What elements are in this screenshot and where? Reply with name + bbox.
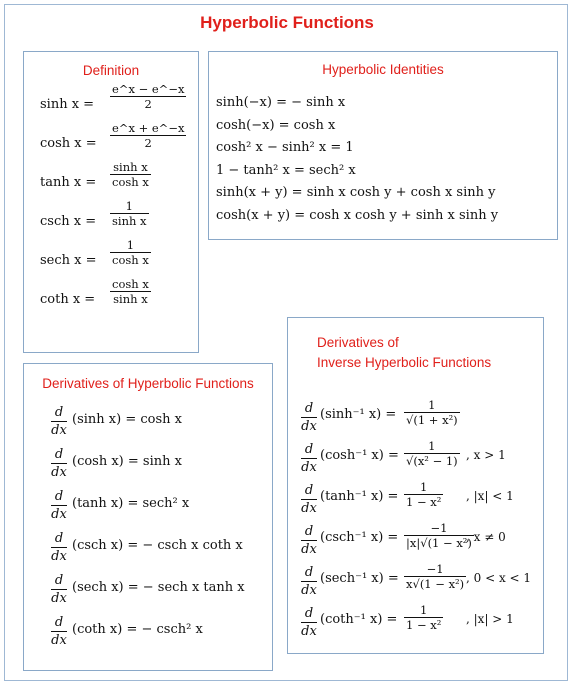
derivative-operator (51, 614, 67, 649)
definition-lhs: sinh x = (40, 97, 95, 112)
definition-fraction-numerator: 1 (126, 238, 135, 252)
definition-lhs: sech x = (40, 253, 97, 268)
definition-lhs: tanh x = (40, 175, 97, 190)
inverse-derivative-operator (301, 564, 317, 599)
derivative-operator-dx: dx (51, 549, 67, 564)
inverse-derivative-fraction-numerator: 1 (428, 439, 436, 453)
definition-fraction-numerator: cosh x (112, 277, 149, 291)
inverse-derivative-operator-dx: dx (301, 624, 317, 639)
definition-fraction-denominator: 2 (110, 96, 186, 111)
inverse-derivative-operator (301, 482, 317, 517)
inverse-derivative-fraction-denominator: 1 − x² (406, 495, 442, 509)
inverse-derivative-fraction-denominator: 1 − x² (406, 618, 442, 632)
derivative-expression: (cosh x) = sinh x (72, 454, 182, 469)
derivatives-heading: Derivatives of Hyperbolic Functions (42, 376, 254, 391)
definition-fraction-denominator: 2 (110, 135, 186, 150)
inverse-derivative-fraction-numerator: −1 (430, 521, 448, 535)
inverse-derivative-operator (301, 400, 317, 435)
definition-fraction-denominator: sinh x (112, 214, 147, 228)
definition-fraction-denominator: cosh x (112, 253, 149, 267)
definition-fraction (110, 277, 151, 306)
derivative-operator-dx: dx (51, 633, 67, 648)
page-title: Hyperbolic Functions (200, 13, 374, 32)
inverse-derivative-fraction (404, 439, 460, 468)
inverse-derivative-operator-dx: dx (301, 583, 317, 598)
inverse-derivative-operator-dx: dx (301, 419, 317, 434)
derivative-operator (51, 404, 67, 439)
inverse-derivative-condition: , x > 1 (466, 448, 506, 462)
identities-heading: Hyperbolic Identities (322, 62, 444, 77)
definition-fraction-denominator: cosh x (112, 175, 149, 189)
identity-row: cosh² x − sinh² x = 1 (216, 140, 354, 155)
inverse-derivative-fraction-numerator: 1 (420, 603, 428, 617)
derivative-operator (51, 572, 67, 607)
derivative-operator-d: d (54, 573, 64, 588)
identity-row: cosh(x + y) = cosh x cosh y + sinh x sinh y (216, 207, 499, 223)
derivative-expression: (sinh x) = cosh x (72, 412, 182, 427)
inverse-derivative-fraction (404, 603, 443, 632)
derivative-operator-dx: dx (51, 507, 67, 522)
inverse-derivative-operator-d: d (304, 606, 314, 621)
definition-lhs: coth x = (40, 292, 96, 307)
derivative-operator-dx: dx (51, 465, 67, 480)
identity-row: 1 − tanh² x = sech² x (216, 162, 356, 178)
inverse-derivative-lhs: (cosh⁻¹ x) = (320, 448, 399, 463)
inverse-derivative-condition: , 0 < x < 1 (466, 571, 532, 585)
derivative-operator (51, 530, 67, 565)
identity-row: sinh(x + y) = sinh x cosh y + cosh x sinh y (216, 185, 496, 200)
inverse-derivative-fraction-denominator: √(x² − 1) (406, 454, 458, 468)
derivative-operator-dx: dx (51, 591, 67, 606)
definition-fraction (110, 82, 186, 111)
definition-fraction (110, 199, 149, 228)
inverse-derivative-fraction (404, 562, 466, 591)
derivative-operator-d: d (54, 447, 64, 462)
definition-fraction-numerator: sinh x (113, 160, 148, 174)
derivative-expression: (sech x) = − sech x tanh x (72, 580, 245, 595)
derivative-operator (51, 446, 67, 481)
inverse-derivative-lhs: (sech⁻¹ x) = (320, 571, 399, 586)
inverse-derivative-lhs: (tanh⁻¹ x) = (320, 489, 399, 504)
inverse-heading-line1: Derivatives of (317, 335, 399, 350)
definition-fraction-numerator: e^x + e^−x (112, 121, 185, 135)
definition-lhs: csch x = (40, 214, 97, 229)
definition-fraction (110, 121, 186, 150)
definition-fraction (110, 238, 151, 267)
inverse-derivative-fraction-denominator: x√(1 − x²) (406, 577, 465, 591)
inverse-derivative-fraction-numerator: 1 (420, 480, 428, 494)
identity-row: cosh(−x) = cosh x (216, 117, 336, 133)
inverse-derivative-operator (301, 605, 317, 640)
inverse-derivative-fraction (404, 398, 460, 427)
derivative-operator-d: d (54, 531, 64, 546)
derivative-operator-dx: dx (51, 423, 67, 438)
inverse-heading-line2: Inverse Hyperbolic Functions (317, 355, 492, 370)
derivative-expression: (csch x) = − csch x coth x (72, 538, 243, 553)
definition-heading: Definition (82, 63, 140, 78)
inverse-derivative-fraction-numerator: 1 (428, 398, 436, 412)
inverse-derivative-condition: , x ≠ 0 (466, 530, 506, 544)
inverse-derivative-operator (301, 523, 317, 558)
inverse-derivative-operator-dx: dx (301, 542, 317, 557)
inverse-derivative-operator-d: d (304, 401, 314, 416)
inverse-derivative-condition: , |x| < 1 (466, 489, 514, 503)
inverse-derivative-operator (301, 441, 317, 476)
inverse-derivative-fraction-numerator: −1 (426, 562, 444, 576)
inverse-derivative-condition: , |x| > 1 (466, 612, 514, 626)
inverse-derivative-operator-d: d (304, 483, 314, 498)
inverse-derivative-lhs: (csch⁻¹ x) = (320, 530, 399, 545)
derivative-expression: (tanh x) = sech² x (72, 496, 190, 511)
derivative-operator (51, 488, 67, 523)
derivative-operator-d: d (54, 405, 64, 420)
derivative-operator-d: d (54, 489, 64, 504)
definition-fraction-numerator: e^x − e^−x (112, 82, 185, 96)
inverse-derivative-fraction (404, 521, 474, 550)
inverse-derivative-fraction-denominator: √(1 + x²) (406, 413, 458, 427)
inverse-derivative-operator-d: d (304, 524, 314, 539)
definition-fraction-numerator: 1 (125, 199, 133, 213)
derivative-expression: (coth x) = − csch² x (72, 622, 203, 637)
inverse-derivative-lhs: (sinh⁻¹ x) = (320, 407, 397, 422)
definition-lhs: cosh x = (40, 136, 97, 151)
inverse-derivative-operator-dx: dx (301, 460, 317, 475)
derivative-operator-d: d (54, 615, 64, 630)
inverse-derivative-operator-d: d (304, 442, 314, 457)
inverse-derivative-operator-dx: dx (301, 501, 317, 516)
definition-fraction (110, 160, 151, 189)
definition-fraction-denominator: sinh x (110, 291, 151, 306)
inverse-derivative-operator-d: d (304, 565, 314, 580)
inverse-derivative-lhs: (coth⁻¹ x) = (320, 612, 398, 627)
identity-row: sinh(−x) = − sinh x (216, 95, 346, 110)
inverse-derivative-fraction (404, 480, 443, 509)
inverse-derivative-fraction-denominator: |x|√(1 − x²) (406, 536, 472, 550)
